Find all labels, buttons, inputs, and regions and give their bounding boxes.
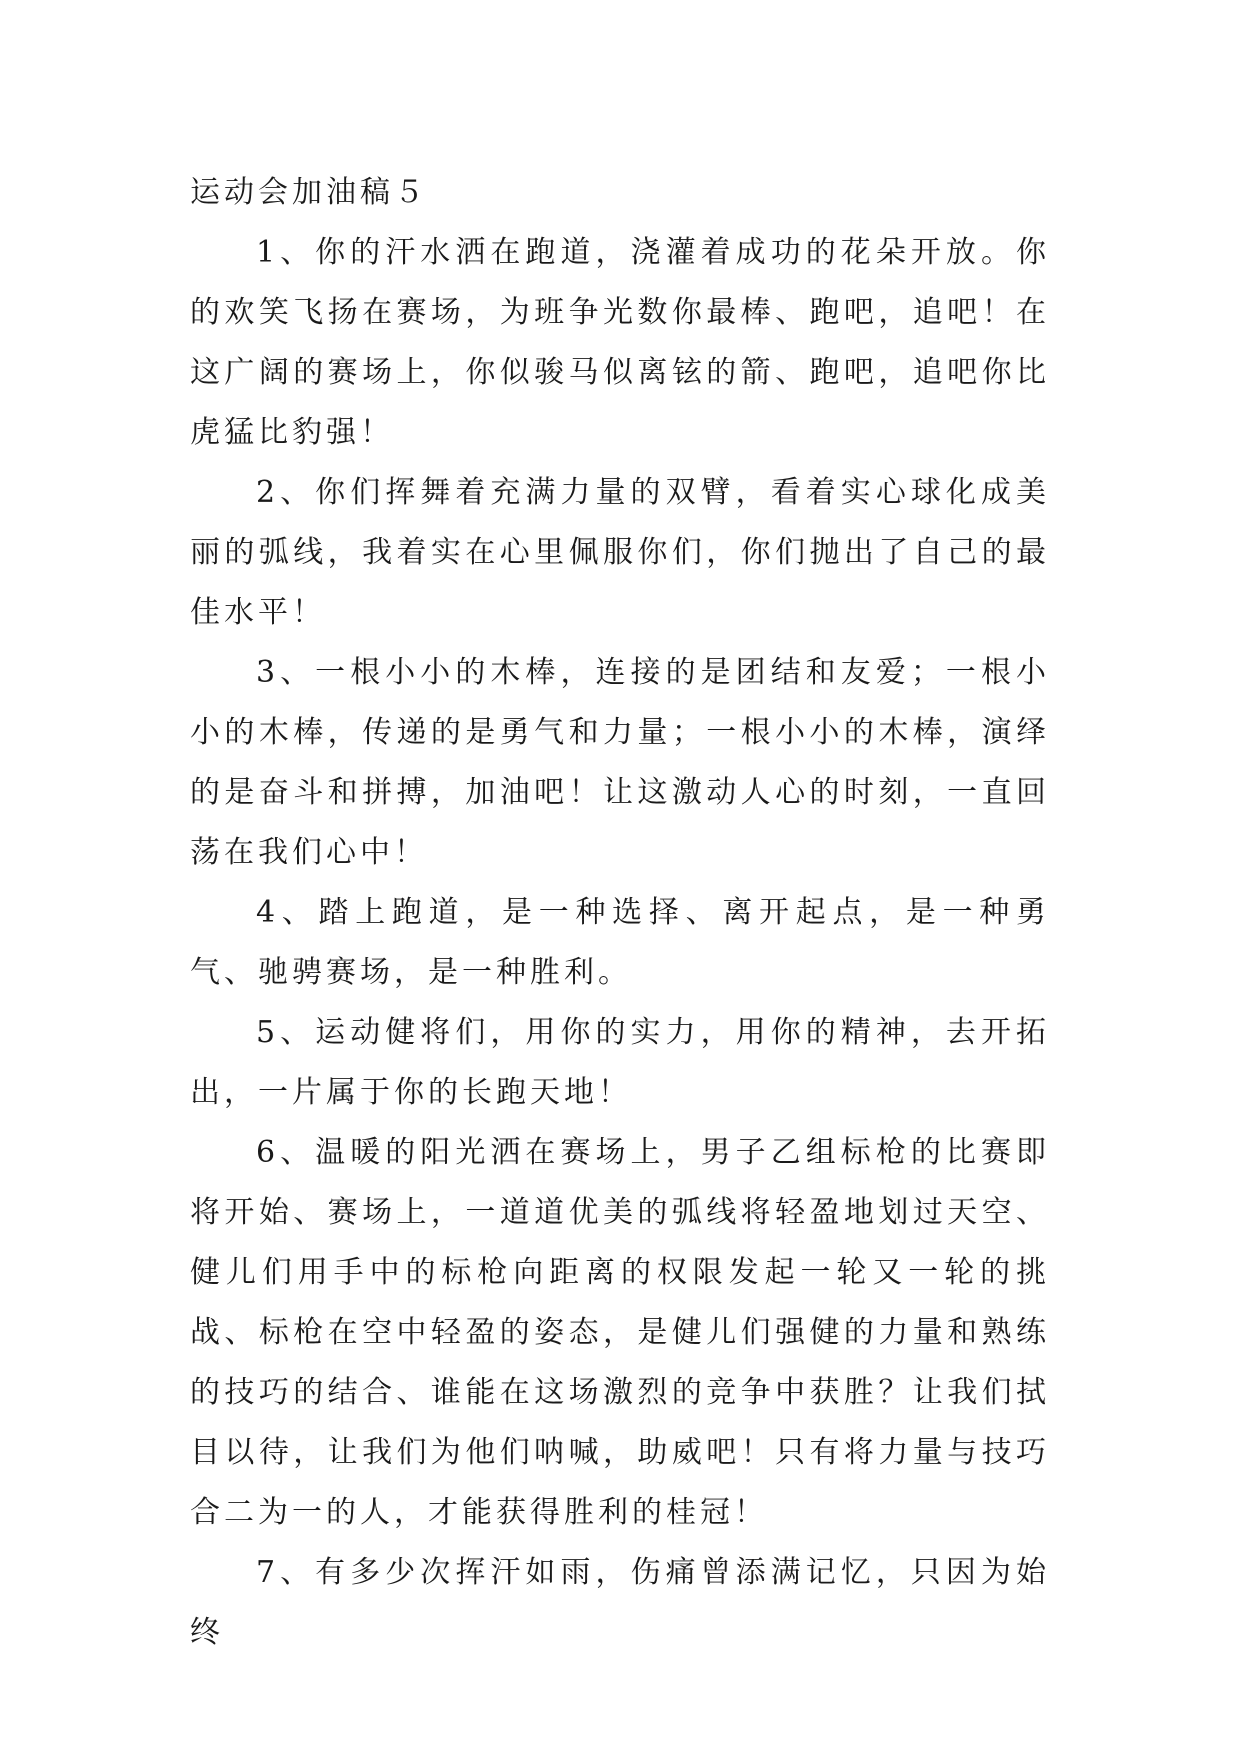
document-body xyxy=(190,163,1050,1663)
paragraph-7: 7、有多少次挥汗如雨，伤痛曾添满记忆，只因为始终 xyxy=(190,1555,1050,1650)
paragraph-6: 6、温暖的阳光洒在赛场上，男子乙组标枪的比赛即将开始、赛场上，一道道优美的弧线将轻盈地划过天空、健儿们用手中的标枪向距离的权限发起一轮又一轮的挑战、标枪在空中轻盈的姿态，是健儿们强健的力量和熟练的技巧的结合、谁能在这场激烈的竞争中获胜？让我们拭目以待，让我们为他们呐喊，助威吧！只有将力量与技巧合二为一的人，才能获得胜利的桂冠！ xyxy=(190,1135,1050,1530)
paragraph-2: 2、你们挥舞着充满力量的双臂，看着实心球化成美丽的弧线，我着实在心里佩服你们，你们抛出了自己的最佳水平！ xyxy=(190,475,1050,630)
document-title: 运动会加油稿５ xyxy=(190,175,428,210)
paragraph-3: 3、一根小小的木棒，连接的是团结和友爱；一根小小的木棒，传递的是勇气和力量；一根小小的木棒，演绎的是奋斗和拼搏，加油吧！让这激动人心的时刻，一直回荡在我们心中！ xyxy=(190,655,1050,870)
paragraph-4: 4、踏上跑道，是一种选择、离开起点，是一种勇气、驰骋赛场，是一种胜利。 xyxy=(190,895,1050,990)
paragraph-1: 1、你的汗水洒在跑道，浇灌着成功的花朵开放。你的欢笑飞扬在赛场，为班争光数你最棒、跑吧，追吧！在这广阔的赛场上，你似骏马似离铉的箭、跑吧，追吧你比虎猛比豹强！ xyxy=(190,235,1050,450)
paragraph-5: 5、运动健将们，用你的实力，用你的精神，去开拓出，一片属于你的长跑天地！ xyxy=(190,1015,1050,1110)
